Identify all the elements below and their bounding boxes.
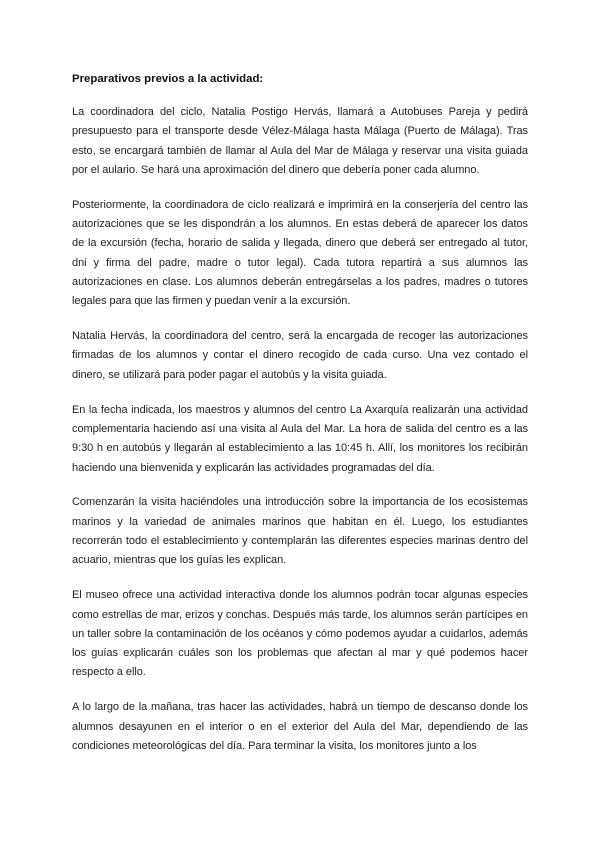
paragraph-2: Posteriormente, la coordinadora de ciclo realizará e imprimirá en la conserjería del centro las autorizaciones que se les dispondrán a los alumnos. En estas deberá de aparecer los datos de la excursión (fecha, horario de salida y llegada, dinero que deberá ser entregado al tutor, dni y firma del padre, madre o tutor legal). Cada tutora repartirá a sus alumnos las autorizaciones en clase. Los alumnos deberán entregárselas a los padres, madres o tutores legales para que las firmen y puedan venir a la excursión. [72,198,528,308]
paragraph-3: Natalia Hervás, la coordinadora del centro, será la encargada de recoger las autorizaciones firmadas de los alumnos y contar el dinero recogido de cada curso. Una vez contado el dinero, se utilizará para poder pagar el autobús y la visita guiada. [72,330,528,381]
section-heading: Preparativos previos a la actividad: [72,73,264,85]
paragraph-1: La coordinadora del ciclo, Natalia Postigo Hervás, llamará a Autobuses Pareja y pedirá presupuesto para el transporte desde Vélez-Málaga hasta Málaga (Puerto de Málaga). Tras esto, se encargará también de llamar al Aula del Mar de Málaga y reservar una visita guiada por el aulario. Se hará una aproximación del dinero que debería poner cada alumno. [72,106,528,176]
paragraph-5: Comenzarán la visita haciéndoles una introducción sobre la importancia de los ecosistemas marinos y la variedad de animales marinos que habitan en él. Luego, los estudiantes recorrerán todo el establecimiento y contemplarán las diferentes especies marinas dentro del acuario, mientras que los guías les explican. [72,496,528,567]
paragraph-4: En la fecha indicada, los maestros y alumnos del centro La Axarquía realizarán una actividad complementaria haciendo así una visita al Aula del Mar. La hora de salida del centro es a las 9:30 h en autobús y llegarán al establecimiento a las 10:45 h. Allí, los monitores los recibirán haciendo una bienvenida y explicarán las actividades programadas del día. [72,403,528,474]
paragraph-7: A lo largo de la mañana, tras hacer las actividades, habrá un tiempo de descanso donde los alumnos desayunen en el interior o en el exterior del Aula del Mar, dependiendo de las condiciones meteorológicas del día. Para terminar la visita, los monitores junto a los [72,701,528,752]
paragraph-6: El museo ofrece una actividad interactiva donde los alumnos podrán tocar algunas especies como estrellas de mar, erizos y conchas. Después más tarde, los alumnos serán partícipes en un taller sobre la contaminación de los océanos y cómo podemos ayudar a cuidarlos, además los guías explicarán cuáles son los problemas que afectan al mar y qué podemos hacer respecto a ello. [72,589,528,679]
